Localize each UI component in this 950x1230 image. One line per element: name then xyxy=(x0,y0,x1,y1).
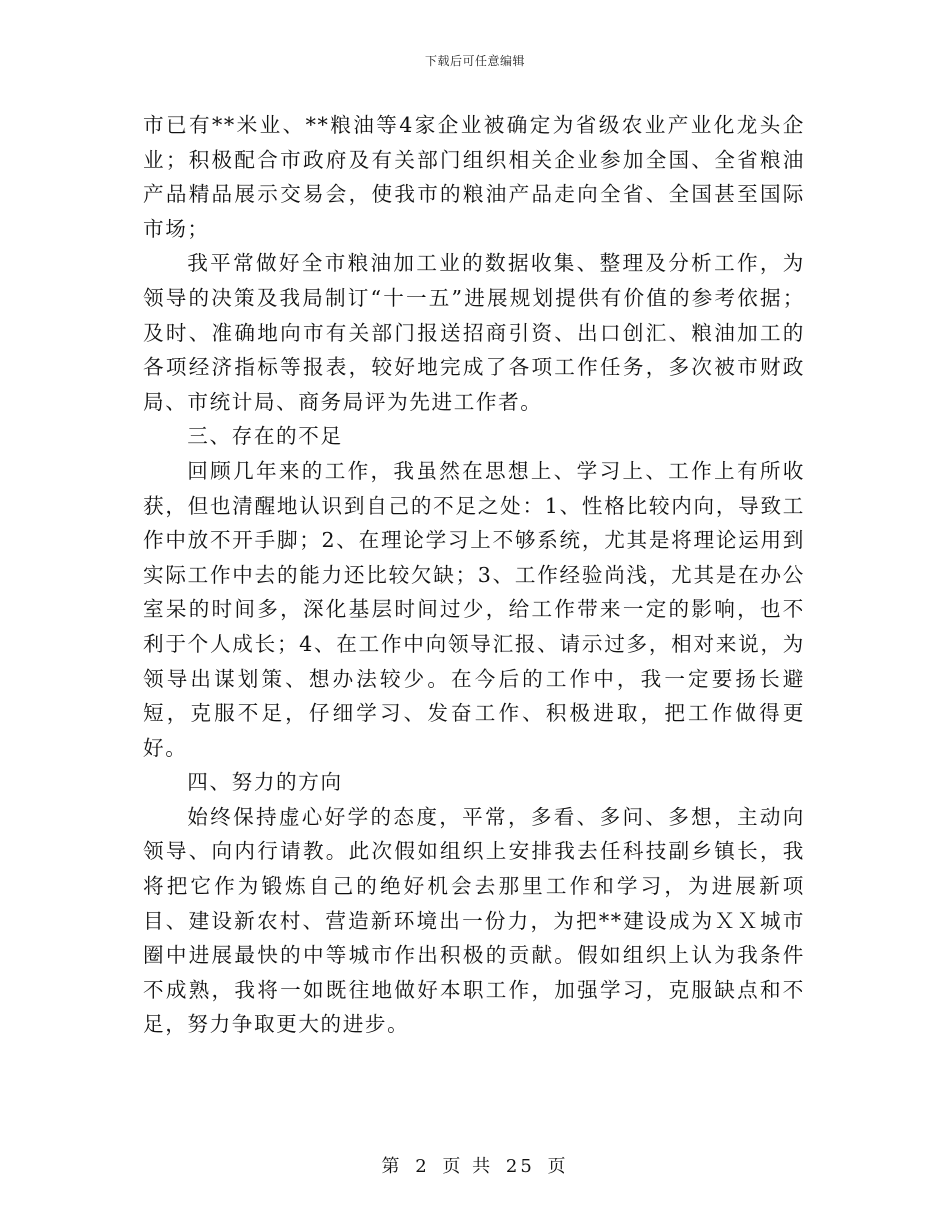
footer-suffix: 页 xyxy=(547,1156,569,1177)
page-header: 下载后可任意编辑 xyxy=(424,54,525,68)
page-footer xyxy=(0,1152,950,1178)
paragraph-4: 始终保持虚心好学的态度，平常，多看、多问、多想，主动向领导、向内行请教。此次假如组织上安排我去任科技副乡镇长，我将把它作为锻炼自己的绝好机会去那里工作和学习，为进展新项目、建设新农村、营造新环境出一份力，为把**建设成为ＸＸ城市圈中进展最快的中等城市作出积极的贡献。假如组织上认为我条件不成熟，我将一如既往地做好本职工作，加强学习，克服缺点和不足，努力争取更大的进步。 xyxy=(143,804,805,1037)
footer-total-pages: 25 xyxy=(505,1156,535,1177)
section-heading-4: 四、努力的方向 xyxy=(187,770,343,795)
section-heading-3: 三、存在的不足 xyxy=(187,424,343,449)
paragraph-1: 市已有**米业、**粮油等4家企业被确定为省级农业产业化龙头企业；积极配合市政府及有关部门组织相关企业参加全国、全省粮油产品精品展示交易会，使我市的粮油产品走向全省、全国甚至国际市场； xyxy=(143,113,805,241)
paragraph-2: 我平常做好全市粮油加工业的数据收集、整理及分析工作，为领导的决策及我局制订“十一五”进展规划提供有价值的参考依据；及时、准确地向市有关部门报送招商引资、出口创汇、粮油加工的各项经济指标等报表，较好地完成了各项工作任务，多次被市财政局、市统计局、商务局评为先进工作者。 xyxy=(143,251,805,414)
document-body xyxy=(143,108,805,1042)
footer-prefix: 第 xyxy=(381,1156,403,1177)
footer-page-number: 2 xyxy=(415,1156,430,1177)
footer-middle: 页 共 xyxy=(442,1156,494,1177)
paragraph-3: 回顾几年来的工作，我虽然在思想上、学习上、工作上有所收获，但也清醒地认识到自己的不足之处：1、性格比较内向，导致工作中放不开手脚；2、在理论学习上不够系统，尤其是将理论运用到实际工作中去的能力还比较欠缺；3、工作经验尚浅，尤其是在办公室呆的时间多，深化基层时间过少，给工作带来一定的影响，也不利于个人成长；4、在工作中向领导汇报、请示过多，相对来说，为领导出谋划策、想办法较少。在今后的工作中，我一定要扬长避短，克服不足，仔细学习、发奋工作、积极进取，把工作做得更好。 xyxy=(143,458,805,760)
